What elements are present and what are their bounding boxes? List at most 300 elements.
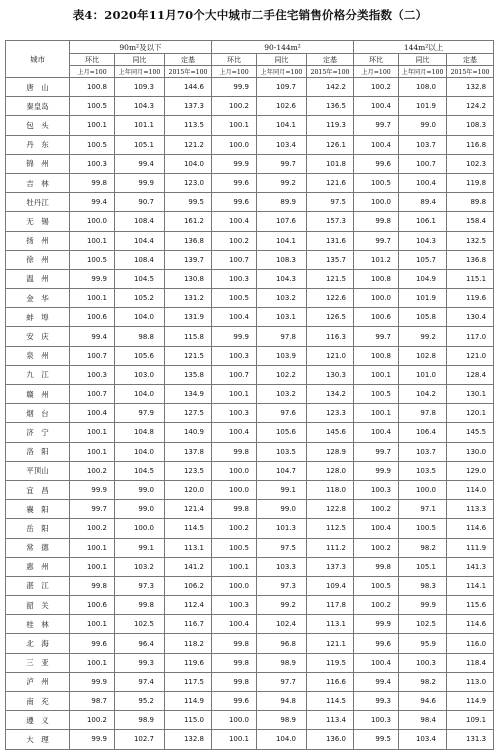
value-cell: 100.4 (212, 212, 257, 231)
value-cell: 109.1 (447, 711, 494, 730)
value-cell: 132.8 (447, 78, 494, 97)
value-cell: 104.3 (257, 269, 307, 288)
city-cell: 扬 州 (6, 231, 70, 250)
value-cell: 100.3 (212, 596, 257, 615)
value-cell: 89.4 (399, 193, 447, 212)
value-cell: 99.9 (70, 672, 115, 691)
value-cell: 100.1 (70, 538, 115, 557)
value-cell: 99.0 (399, 116, 447, 135)
table-row (6, 692, 494, 711)
value-cell: 126.5 (307, 308, 354, 327)
value-cell: 89.9 (257, 193, 307, 212)
value-cell: 89.8 (447, 193, 494, 212)
value-cell: 115.8 (165, 327, 212, 346)
value-cell: 104.2 (399, 385, 447, 404)
city-cell: 大 理 (6, 730, 70, 749)
value-cell: 139.7 (165, 250, 212, 269)
value-cell: 100.2 (212, 231, 257, 250)
value-cell: 101.9 (399, 97, 447, 116)
value-cell: 99.3 (115, 653, 165, 672)
table-row (6, 154, 494, 173)
value-cell: 100.7 (212, 250, 257, 269)
value-cell: 131.3 (447, 730, 494, 749)
city-cell: 秦皇岛 (6, 97, 70, 116)
value-cell: 109.3 (115, 78, 165, 97)
city-cell: 泉 州 (6, 346, 70, 365)
value-cell: 100.1 (70, 423, 115, 442)
table-row (6, 365, 494, 384)
value-cell: 101.2 (354, 250, 399, 269)
value-cell: 123.3 (307, 404, 354, 423)
value-cell: 100.4 (70, 404, 115, 423)
value-cell: 100.0 (212, 461, 257, 480)
value-cell: 97.3 (257, 576, 307, 595)
value-cell: 90.7 (115, 193, 165, 212)
value-cell: 119.3 (307, 116, 354, 135)
value-cell: 114.0 (447, 480, 494, 499)
value-cell: 99.3 (354, 692, 399, 711)
value-cell: 123.0 (165, 173, 212, 192)
value-cell: 99.2 (399, 327, 447, 346)
value-cell: 100.0 (399, 480, 447, 499)
value-cell: 100.0 (212, 711, 257, 730)
table-row (6, 269, 494, 288)
value-cell: 132.5 (447, 231, 494, 250)
value-cell: 137.8 (165, 442, 212, 461)
value-cell: 99.2 (257, 173, 307, 192)
value-cell: 116.8 (447, 135, 494, 154)
value-cell: 100.0 (354, 193, 399, 212)
value-cell: 100.4 (354, 423, 399, 442)
value-cell: 100.0 (212, 576, 257, 595)
value-cell: 119.5 (307, 653, 354, 672)
value-cell: 100.5 (70, 250, 115, 269)
value-cell: 106.2 (165, 576, 212, 595)
city-cell: 襄 阳 (6, 500, 70, 519)
table-row (6, 538, 494, 557)
value-cell: 112.5 (307, 519, 354, 538)
value-cell: 99.0 (115, 500, 165, 519)
value-cell: 100.7 (399, 154, 447, 173)
subcol-header: 同比 (399, 54, 447, 66)
value-cell: 114.9 (165, 692, 212, 711)
value-cell: 105.7 (399, 250, 447, 269)
base-header: 上年同月=100 (399, 66, 447, 78)
value-cell: 99.9 (354, 461, 399, 480)
value-cell: 100.4 (354, 519, 399, 538)
value-cell: 114.1 (447, 576, 494, 595)
value-cell: 99.9 (70, 730, 115, 749)
value-cell: 104.9 (399, 269, 447, 288)
table-row (6, 193, 494, 212)
group-header-small: 90m²及以下 (70, 41, 212, 54)
value-cell: 134.2 (307, 385, 354, 404)
value-cell: 128.9 (307, 442, 354, 461)
base-header: 上年同月=100 (257, 66, 307, 78)
value-cell: 141.2 (165, 557, 212, 576)
value-cell: 103.4 (257, 135, 307, 154)
value-cell: 99.4 (70, 327, 115, 346)
value-cell: 116.7 (165, 615, 212, 634)
value-cell: 94.8 (257, 692, 307, 711)
value-cell: 97.6 (257, 404, 307, 423)
value-cell: 103.3 (257, 557, 307, 576)
value-cell: 99.9 (354, 615, 399, 634)
value-cell: 101.1 (115, 116, 165, 135)
value-cell: 100.0 (212, 480, 257, 499)
table-row (6, 596, 494, 615)
value-cell: 94.6 (399, 692, 447, 711)
subcol-header: 定基 (307, 54, 354, 66)
value-cell: 114.6 (447, 615, 494, 634)
value-cell: 105.1 (115, 135, 165, 154)
city-cell: 牡丹江 (6, 193, 70, 212)
value-cell: 100.4 (212, 423, 257, 442)
value-cell: 100.8 (70, 78, 115, 97)
value-cell: 100.7 (70, 346, 115, 365)
value-cell: 117.8 (307, 596, 354, 615)
value-cell: 99.6 (212, 193, 257, 212)
value-cell: 95.2 (115, 692, 165, 711)
value-cell: 100.1 (212, 116, 257, 135)
city-cell: 赣 州 (6, 385, 70, 404)
value-cell: 100.3 (212, 346, 257, 365)
value-cell: 108.4 (115, 212, 165, 231)
table-title: 表4：2020年11月70个大中城市二手住宅销售价格分类指数（二） (72, 8, 428, 22)
base-header: 上月=100 (70, 66, 115, 78)
value-cell: 108.3 (447, 116, 494, 135)
subcol-header: 同比 (115, 54, 165, 66)
value-cell: 100.6 (70, 308, 115, 327)
value-cell: 100.2 (354, 596, 399, 615)
value-cell: 113.5 (165, 116, 212, 135)
value-cell: 97.8 (399, 404, 447, 423)
value-cell: 97.4 (115, 672, 165, 691)
base-header: 2015年=100 (447, 66, 494, 78)
value-cell: 99.9 (212, 154, 257, 173)
table-row (6, 289, 494, 308)
value-cell: 135.7 (307, 250, 354, 269)
value-cell: 99.6 (354, 154, 399, 173)
table-row (6, 634, 494, 653)
value-cell: 136.5 (307, 97, 354, 116)
value-cell: 124.2 (447, 97, 494, 116)
value-cell: 114.5 (165, 519, 212, 538)
table-row (6, 97, 494, 116)
value-cell: 117.5 (165, 672, 212, 691)
value-cell: 105.1 (399, 557, 447, 576)
value-cell: 100.2 (70, 711, 115, 730)
value-cell: 102.2 (257, 365, 307, 384)
value-cell: 121.1 (307, 634, 354, 653)
value-cell: 98.9 (115, 711, 165, 730)
value-cell: 104.3 (115, 97, 165, 116)
value-cell: 121.6 (307, 173, 354, 192)
value-cell: 120.0 (165, 480, 212, 499)
value-cell: 100.5 (70, 135, 115, 154)
value-cell: 99.8 (212, 653, 257, 672)
value-cell: 119.6 (447, 289, 494, 308)
value-cell: 100.4 (354, 135, 399, 154)
table-row (6, 442, 494, 461)
value-cell: 100.5 (399, 519, 447, 538)
value-cell: 97.9 (115, 404, 165, 423)
value-cell: 99.9 (212, 78, 257, 97)
subcol-header: 定基 (447, 54, 494, 66)
value-cell: 129.0 (447, 461, 494, 480)
value-cell: 114.9 (447, 692, 494, 711)
value-cell: 114.6 (447, 519, 494, 538)
value-cell: 144.6 (165, 78, 212, 97)
table-row (6, 519, 494, 538)
value-cell: 103.2 (257, 289, 307, 308)
value-cell: 100.2 (354, 538, 399, 557)
value-cell: 98.7 (70, 692, 115, 711)
value-cell: 96.4 (115, 634, 165, 653)
value-cell: 104.0 (115, 442, 165, 461)
value-cell: 121.2 (165, 135, 212, 154)
value-cell: 100.1 (354, 365, 399, 384)
table-row (6, 480, 494, 499)
value-cell: 104.0 (165, 154, 212, 173)
value-cell: 114.5 (307, 692, 354, 711)
value-cell: 103.0 (115, 365, 165, 384)
value-cell: 112.4 (165, 596, 212, 615)
base-header: 上年同月=100 (115, 66, 165, 78)
value-cell: 113.1 (165, 538, 212, 557)
value-cell: 127.5 (165, 404, 212, 423)
value-cell: 103.5 (399, 461, 447, 480)
value-cell: 99.8 (115, 596, 165, 615)
value-cell: 100.5 (354, 576, 399, 595)
value-cell: 115.6 (447, 596, 494, 615)
value-cell: 100.2 (354, 78, 399, 97)
value-cell: 97.3 (115, 576, 165, 595)
value-cell: 97.5 (307, 193, 354, 212)
value-cell: 108.4 (115, 250, 165, 269)
value-cell: 104.5 (115, 269, 165, 288)
value-cell: 100.6 (354, 308, 399, 327)
value-cell: 116.0 (447, 634, 494, 653)
value-cell: 104.0 (115, 385, 165, 404)
value-cell: 100.1 (70, 231, 115, 250)
value-cell: 130.1 (447, 385, 494, 404)
value-cell: 136.0 (307, 730, 354, 749)
value-cell: 99.7 (354, 442, 399, 461)
value-cell: 99.8 (70, 173, 115, 192)
value-cell: 134.9 (165, 385, 212, 404)
value-cell: 98.2 (399, 672, 447, 691)
value-cell: 118.2 (165, 634, 212, 653)
table-row (6, 385, 494, 404)
value-cell: 103.9 (257, 346, 307, 365)
value-cell: 130.4 (447, 308, 494, 327)
value-cell: 96.8 (257, 634, 307, 653)
value-cell: 142.2 (307, 78, 354, 97)
value-cell: 99.6 (212, 173, 257, 192)
value-cell: 100.8 (354, 346, 399, 365)
value-cell: 100.0 (354, 289, 399, 308)
city-cell: 宜 昌 (6, 480, 70, 499)
value-cell: 100.2 (70, 519, 115, 538)
value-cell: 97.5 (257, 538, 307, 557)
value-cell: 131.2 (165, 289, 212, 308)
table-row (6, 308, 494, 327)
value-cell: 104.4 (115, 231, 165, 250)
value-cell: 113.0 (447, 672, 494, 691)
value-cell: 102.5 (399, 615, 447, 634)
value-cell: 113.1 (307, 615, 354, 634)
value-cell: 100.1 (212, 730, 257, 749)
value-cell: 95.9 (399, 634, 447, 653)
group-header-medium: 90-144m² (212, 41, 354, 54)
value-cell: 100.4 (354, 97, 399, 116)
value-cell: 100.3 (212, 404, 257, 423)
value-cell: 106.1 (399, 212, 447, 231)
value-cell: 113.4 (307, 711, 354, 730)
value-cell: 98.4 (399, 711, 447, 730)
value-cell: 103.1 (257, 308, 307, 327)
value-cell: 131.9 (165, 308, 212, 327)
value-cell: 100.1 (70, 615, 115, 634)
value-cell: 140.9 (165, 423, 212, 442)
value-cell: 99.5 (354, 730, 399, 749)
value-cell: 97.1 (399, 500, 447, 519)
value-cell: 130.3 (307, 365, 354, 384)
value-cell: 101.9 (399, 289, 447, 308)
city-cell: 无 锡 (6, 212, 70, 231)
city-column-header: 城市 (6, 41, 70, 78)
value-cell: 115.1 (447, 269, 494, 288)
value-cell: 98.9 (257, 711, 307, 730)
value-cell: 130.8 (165, 269, 212, 288)
city-cell: 桂 林 (6, 615, 70, 634)
table-row (6, 250, 494, 269)
value-cell: 100.5 (70, 97, 115, 116)
value-cell: 99.8 (354, 557, 399, 576)
value-cell: 98.8 (115, 327, 165, 346)
value-cell: 99.0 (257, 500, 307, 519)
value-cell: 100.3 (70, 365, 115, 384)
value-cell: 99.7 (70, 500, 115, 519)
value-cell: 121.0 (447, 346, 494, 365)
value-cell: 102.3 (447, 154, 494, 173)
value-cell: 100.1 (70, 653, 115, 672)
value-cell: 119.8 (447, 173, 494, 192)
value-cell: 100.2 (212, 97, 257, 116)
value-cell: 100.1 (70, 442, 115, 461)
value-cell: 100.7 (70, 385, 115, 404)
city-cell: 常 德 (6, 538, 70, 557)
value-cell: 100.7 (212, 365, 257, 384)
value-cell: 104.7 (257, 461, 307, 480)
value-cell: 117.0 (447, 327, 494, 346)
value-cell: 111.2 (307, 538, 354, 557)
value-cell: 136.8 (165, 231, 212, 250)
city-cell: 温 州 (6, 269, 70, 288)
table-row (6, 116, 494, 135)
value-cell: 104.8 (115, 423, 165, 442)
table-row (6, 346, 494, 365)
value-cell: 102.5 (115, 615, 165, 634)
value-cell: 99.6 (212, 692, 257, 711)
value-cell: 109.4 (307, 576, 354, 595)
value-cell: 131.6 (307, 231, 354, 250)
value-cell: 121.0 (307, 346, 354, 365)
value-cell: 126.1 (307, 135, 354, 154)
value-cell: 99.2 (257, 596, 307, 615)
value-cell: 97.8 (257, 327, 307, 346)
city-cell: 北 海 (6, 634, 70, 653)
value-cell: 121.5 (165, 346, 212, 365)
value-cell: 99.7 (354, 116, 399, 135)
value-cell: 100.2 (70, 461, 115, 480)
value-cell: 100.5 (354, 173, 399, 192)
value-cell: 101.0 (399, 365, 447, 384)
value-cell: 100.2 (212, 519, 257, 538)
value-cell: 99.9 (70, 269, 115, 288)
table-row (6, 423, 494, 442)
value-cell: 103.2 (115, 557, 165, 576)
value-cell: 100.4 (212, 308, 257, 327)
price-index-table (5, 40, 494, 750)
city-cell: 三 亚 (6, 653, 70, 672)
value-cell: 99.4 (354, 672, 399, 691)
value-cell: 158.4 (447, 212, 494, 231)
value-cell: 116.6 (307, 672, 354, 691)
city-cell: 泸 州 (6, 672, 70, 691)
value-cell: 137.3 (307, 557, 354, 576)
value-cell: 100.1 (354, 404, 399, 423)
base-header: 上月=100 (354, 66, 399, 78)
city-cell: 平顶山 (6, 461, 70, 480)
value-cell: 121.5 (307, 269, 354, 288)
value-cell: 100.3 (70, 154, 115, 173)
value-cell: 119.6 (165, 653, 212, 672)
value-cell: 145.5 (447, 423, 494, 442)
base-header: 2015年=100 (165, 66, 212, 78)
value-cell: 116.3 (307, 327, 354, 346)
value-cell: 99.8 (212, 442, 257, 461)
value-cell: 99.7 (354, 231, 399, 250)
value-cell: 100.1 (70, 557, 115, 576)
value-cell: 100.0 (212, 135, 257, 154)
value-cell: 105.6 (115, 346, 165, 365)
city-cell: 湛 江 (6, 576, 70, 595)
city-cell: 包 头 (6, 116, 70, 135)
value-cell: 99.4 (70, 193, 115, 212)
value-cell: 102.4 (257, 615, 307, 634)
value-cell: 105.6 (257, 423, 307, 442)
value-cell: 99.0 (115, 480, 165, 499)
value-cell: 99.4 (115, 154, 165, 173)
value-cell: 108.3 (257, 250, 307, 269)
table-row (6, 78, 494, 97)
table-row (6, 212, 494, 231)
table-row (6, 135, 494, 154)
value-cell: 98.2 (399, 538, 447, 557)
table-row (6, 672, 494, 691)
value-cell: 99.1 (115, 538, 165, 557)
value-cell: 128.4 (447, 365, 494, 384)
value-cell: 111.9 (447, 538, 494, 557)
table-row (6, 653, 494, 672)
value-cell: 104.3 (399, 231, 447, 250)
value-cell: 157.3 (307, 212, 354, 231)
value-cell: 100.3 (212, 269, 257, 288)
value-cell: 99.9 (212, 327, 257, 346)
table-row (6, 557, 494, 576)
